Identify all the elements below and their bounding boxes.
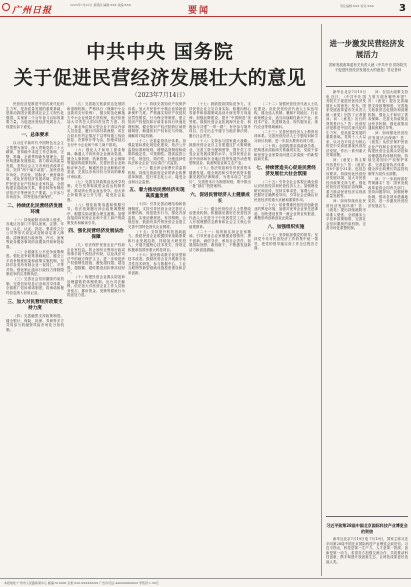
- body-text: （十八）支持参与国家重大战略。鼓励民营企业自主自愿通过扩大吸纳就业、完善工资分配制度等，提升员工享受企业发展成果的水平。支持民营企业到中西部和东北地区投资发展劳动密集型制造业、装备制造业和生态产业。: [189, 138, 251, 165]
- body-text: （十二）完善监管执法体系。加强监管标准化规范化建设，依法公开监管标准和规则，增强监管制度和政策的稳定性、可预期性。提高监管公平性、规范性、简约性，杜绝选择性执法和让企业“自证清白”式监管。: [128, 138, 186, 165]
- masthead: [0, 0, 411, 17]
- body-text: （十一）持续完善知识产权保护体系。加大对民营中小微企业原始创新保护力度。严格落实知识产权侵权惩罚性赔偿、行为保全等制度。建立知识产权侵权和行政非诉执行快速处理机制，健全知识产权法院跨区域管辖制度，畅通知识产权诉讼与仲裁、调解的对接机制。: [128, 102, 186, 138]
- body-text: （九）依法保护民营企业产权和企业家权益。防止和纠正利用行政或刑事手段干预经济纠纷，以及执法司法中的地方保护主义。进一步规范涉产权强制性措施，避免超权限、超范围、超数额、超时限查封扣押冻结财产。: [67, 243, 125, 274]
- body-text: 问：下一步如何抓好贯彻落实？答：国家发展改革委将会同有关部门，坚持问题导向，加强统筹协调，推动各项举措落地见效，进一步激发民营经济发展活力。: [368, 176, 408, 208]
- sidebar-divider: [326, 86, 408, 87]
- masthead-meta: 2023年7月20日 星期四 编辑:XXX 美编:XXX: [70, 3, 132, 7]
- article-column-4: [189, 102, 251, 576]
- body-text: （六）强化人才和用工需求保障。畅通人才向民营企业流动渠道，健全人事管理、档案管理、社会保障等接续的政策机制。完善民营企业职称评审办法，畅通民营企业职称评审渠道，完善以市场评价为导向的职称评审标准。: [67, 147, 125, 179]
- section-heading: 六、促进民营经济人士健康成长: [190, 192, 250, 204]
- section-heading: 八、加强组织实施: [267, 224, 305, 230]
- body-text: 新华社北京7月19日电 7月19日，国家主席习近平向第28届中国北京国际科技产业博览会致贺信。习近平指出，科技是第一生产力、人才是第一资源、创新是第一动力。希望各方加强交流合作，共同推动科技创新，携手构建开放创新生态，让科技成果更好造福人类。: [326, 537, 408, 564]
- body-text: （二十二）加强民营经济代表人士队伍建设。优化民营经济代表人士队伍结构，健全选人机制，兼顾不同地区、行业和规模企业，适当向战略性新兴产业、高技术产业、先进制造业、现代服务业、现代农业等领域倾斜。: [254, 102, 318, 129]
- body-text: （二十七）坚持和加强党的领导。坚持党中央对民营经济工作的集中统一领导，把党的领导落实到工作全过程各方面。: [254, 232, 318, 250]
- section-heading: 五、着力推动民营经济实现高质量发展: [129, 188, 185, 199]
- body-text: （二十一）培育和弘扬企业家精神。引导民营企业家增强爱国情怀、勇于创新、诚信守法、承担社会责任、拓展国际视野，敢闯敢干，不断激发创新活力和创造潜能。: [189, 229, 251, 252]
- section-heading: 七、持续营造关心促进民营经济发展壮大社会氛围: [256, 165, 316, 177]
- body-text: （二十四）全面构建亲清政商关系。把构建亲清政商关系落到实处，党政干部和民营企业家要双向建立亲清统一的新型政商关系。: [254, 143, 318, 161]
- sidebar-column-2: [368, 90, 408, 510]
- body-text: （十四）引导完善治理结构和管理制度。支持引导民营企业完善法人治理结构、规范股东行为、强化内部监督，实现治理规范、有效制衡、合规经营，鼓励有条件的民营企业建立完善中国特色现代企业制度。: [128, 202, 186, 229]
- body-text: 问：如何强化民营经济发展法治保障？答：《意见》从依法保护民营企业产权和企业家权益、构建民营企业源头防范和治理腐败的体制机制、持续完善知识产权保护体系、完善监管执法体系、健全涉企收费长效监管机制等方面作出部署。: [368, 131, 408, 176]
- body-text: 问：如何持续优化民营经济发展环境？答：《意见》提出持续破除市场准入壁垒、全面落实公平竞争政策制度、完善社会信用激励约束机制、完善市场化重整机制。: [326, 199, 366, 230]
- article-column-5: [254, 102, 318, 576]
- logo-seal-icon: [2, 3, 10, 11]
- sidebar-title: 进一步激发民营经济发展活力: [329, 39, 405, 59]
- page-number: 3: [399, 3, 406, 14]
- body-text: 以习近平新时代中国特色社会主义思想为指导，深入贯彻党的二十大精神，坚持稳中求进工作总基调，完整、准确、全面贯彻新发展理念，加快构建新发展格局，着力推动高质量发展，坚持社会主义市场经济改革方向，坚持“两个毫不动摇”，加快营造市场化、法治化、国际化一流营商环境，优化民营经济发展环境，依法保护民营企业产权和企业家权益，全面构建亲清政商关系，使各种所有制经济依法平等使用生产要素、公平参与市场竞争、同等受到法律保护。: [6, 141, 64, 199]
- article-column-1: [6, 102, 64, 576]
- body-text: （十）构建民营企业源头防范和治理腐败的体制机制。出台司法解释，依法加大对民营企业工作人员职务侵占、挪用资金、受贿等腐败行为的惩处力度。: [67, 275, 125, 297]
- headline-line-1: 中共中央 国务院: [86, 41, 234, 63]
- body-text: （十九）依法规范和引导民营资本健康发展。健全规范和引导民营资本健康发展的法律制度，为资本设立“红绿灯”，完善资本行为制度规则，集中推出一批“绿灯”投资案例。: [189, 166, 251, 188]
- body-text: （二）全面落实公平竞争政策制度。强化竞争政策基础地位，健全公平竞争制度框架和政策实施机制，坚持对各类所有制企业一视同仁、平等对待。强化制止滥用行政权力排除限制竞争的反垄断执法。: [6, 249, 64, 276]
- body-text: （二十五）引导全社会客观正确全面认识民营经济和民营经济人士。加强理论研究和宣传，坚持实事求是、客观公正，把握好正确舆论导向，引导社会正确认识民营经济的重大贡献和重要作用。: [254, 179, 318, 202]
- sidebar-divider: [326, 516, 408, 517]
- body-text: （三）完善社会信用激励约束机制。完善信用信息记录和共享体系，全面推广信用承诺制度，将承诺和履约信息纳入信用记录。: [6, 277, 64, 295]
- body-text: 问：《意见》的主要内容是什么？答：《意见》共8个部分31条，包括总体要求、持续优化民营经济发展环境、加大对民营经济政策支持力度、强化民营经济发展法治保障、着力推动民营经济实现高质量发展等。: [326, 158, 366, 198]
- section-heading: 四、强化民营经济发展法治保障: [68, 229, 124, 240]
- sidebar-bottom-title: 习近平致第28届中国北京国际科技产业博览会的贺信: [326, 523, 408, 534]
- body-text: （八）强化政策沟通和预期引导。依法依规履行涉企政策调整程序，根据实际设置合理过渡期。加强直接面向民营企业和个体工商户的政策发布和解读引导。: [67, 202, 125, 225]
- dateline: （2023年7月14日）: [131, 92, 189, 99]
- body-text: （十三）健全涉企收费长效监管机制。持续完善政府定价的涉企收费清单制度，进行常态化公示，接受企业和社会监督。: [128, 166, 186, 184]
- body-text: （十七）鼓励提高国际竞争力。支持民营企业立足自身实际，积极向核心零部件和高端制成品设计研发等方向延伸；加强品牌建设，提升“中国制造”美誉度。鼓励民营企业拓展海外业务，积极参与共建“一带一路”，有序参与境外项目，在走出去中遵守当地法律法规、履行社会责任。: [189, 102, 251, 138]
- section-name: 要闻: [188, 6, 211, 16]
- article-column-3: [128, 102, 186, 576]
- section-heading: 二、持续优化民营经济发展环境: [7, 203, 63, 215]
- body-text: 民营经济是推进中国式现代化的生力军，是高质量发展的重要基础，是推动我国全面建成社会主义现代化强国、实现第二个百年奋斗目标的重要力量。为促进民营经济发展壮大，现提出如下意见。: [6, 102, 64, 129]
- section-heading: 一、总体要求: [21, 133, 49, 138]
- column-divider: [321, 24, 322, 576]
- body-text: （七）完善支持政策直达快享机制。充分发挥财政资金直达机制作用，推动涉企资金直达快享。加大涉企补贴资金公开力度，接受社会监督。: [67, 179, 125, 202]
- body-text: 问：在加大政策支持力度方面有哪些举措？答：《意见》提出完善融资支持政策制度、完善拖欠账款常态化预防和清理机制、强化人才和用工需求保障、完善支持政策直达快享机制、强化政策沟通和预期引导等。: [368, 90, 408, 130]
- sidebar-deck: 国家发展改革委有关负责人就《中共中央 国务院关于促进民营经济发展壮大的意见》答记者问: [328, 63, 408, 72]
- body-text: （二十三）完善民营经济人士教育培训体系。完善民营经济人士专题培训和学习研讨机制，进一步加大教育培训力度。: [254, 129, 318, 143]
- sidebar-bottom-text: [326, 537, 408, 575]
- body-text: （四）完善融资支持政策制度。健全银行、保险、担保、券商等多方共同参与的融资风险市场化分担机制。: [6, 314, 64, 332]
- section-heading: 三、加大对民营经济政策支持力度: [7, 300, 63, 311]
- newspaper-logo: 广州日报: [12, 6, 53, 16]
- body-text: 新华社北京7月19日电 近日，《中共中央 国务院关于促进民营经济发展壮大的意见》发布。国家发展改革委有关负责人就《意见》回答了记者提问。问：《意见》出台的背景是什么？答：民营经济是推进中国式现代化的生力军，是高质量发展的重要基础。党的十八大以来，以习近平同志为核心的党中央高度重视民营经济发展，作出一系列重大决策部署。: [326, 90, 366, 157]
- footer: 本报地址:广州市人民路新闻中心 邮编:510000 总机:020-XXXXXXXX 广告许可证:440000000000 零售价:1.50元: [0, 578, 411, 587]
- body-text: （十五）支持提升科技创新能力。鼓励民营企业根据国家战略需要和行业发展趋势，持续加大研发投入，开展关键核心技术攻关，按规定积极承担国家重大科技项目。: [128, 229, 186, 252]
- masthead-right-meta: 责任编辑:XXX 校对:XXX: [340, 4, 374, 8]
- sidebar-column-1: [326, 90, 366, 510]
- body-text: （十六）加快推动数字化转型和技术改造。鼓励民营企业开展数字化共性技术研发，参与数据中心、工业互联网等新型基础设施投资建设和应用创新。: [128, 252, 186, 275]
- headline-line-2: 关于促进民营经济发展壮大的意见: [13, 67, 307, 89]
- body-text: （二十六）培育尊重民营经济创新创业的舆论环境。加强对优秀企业家先进事迹、加快建设世界一流企业的宣传报道，凝聚崇尚创新创业正能量。: [254, 202, 318, 220]
- article-column-2: [67, 102, 125, 576]
- body-text: （二十）健全民营经济人士思想政治建设机制。积极稳妥做好在民营经济代表人士先进分子中发展党员工作。深入开展理想信念教育和社会主义核心价值观教育。: [189, 206, 251, 229]
- body-text: （五）完善拖欠账款常态化预防和清理机制。严格执行《保障中小企业款项支付条例》，健全防范化解拖欠中小企业账款长效机制，依法依规加大对责任人的问责处罚力度。机关、事业单位和大型企业不得以内部人员变更，履行内部付款流程，或在合同未作约定情况下以等待竣工验收批复、决算审计等为由，拒绝或延迟支付中小企业和个体工商户款项。: [67, 102, 125, 147]
- body-text: （一）持续破除市场准入壁垒。各地区各部门不得以备案、注册、年检、认定、认证、指定、要求设立分公司等形式设定或变相设定准入障碍。清理规范行政审批、许可、备案等政务服务事项的前置条件和审批标准。: [6, 217, 64, 249]
